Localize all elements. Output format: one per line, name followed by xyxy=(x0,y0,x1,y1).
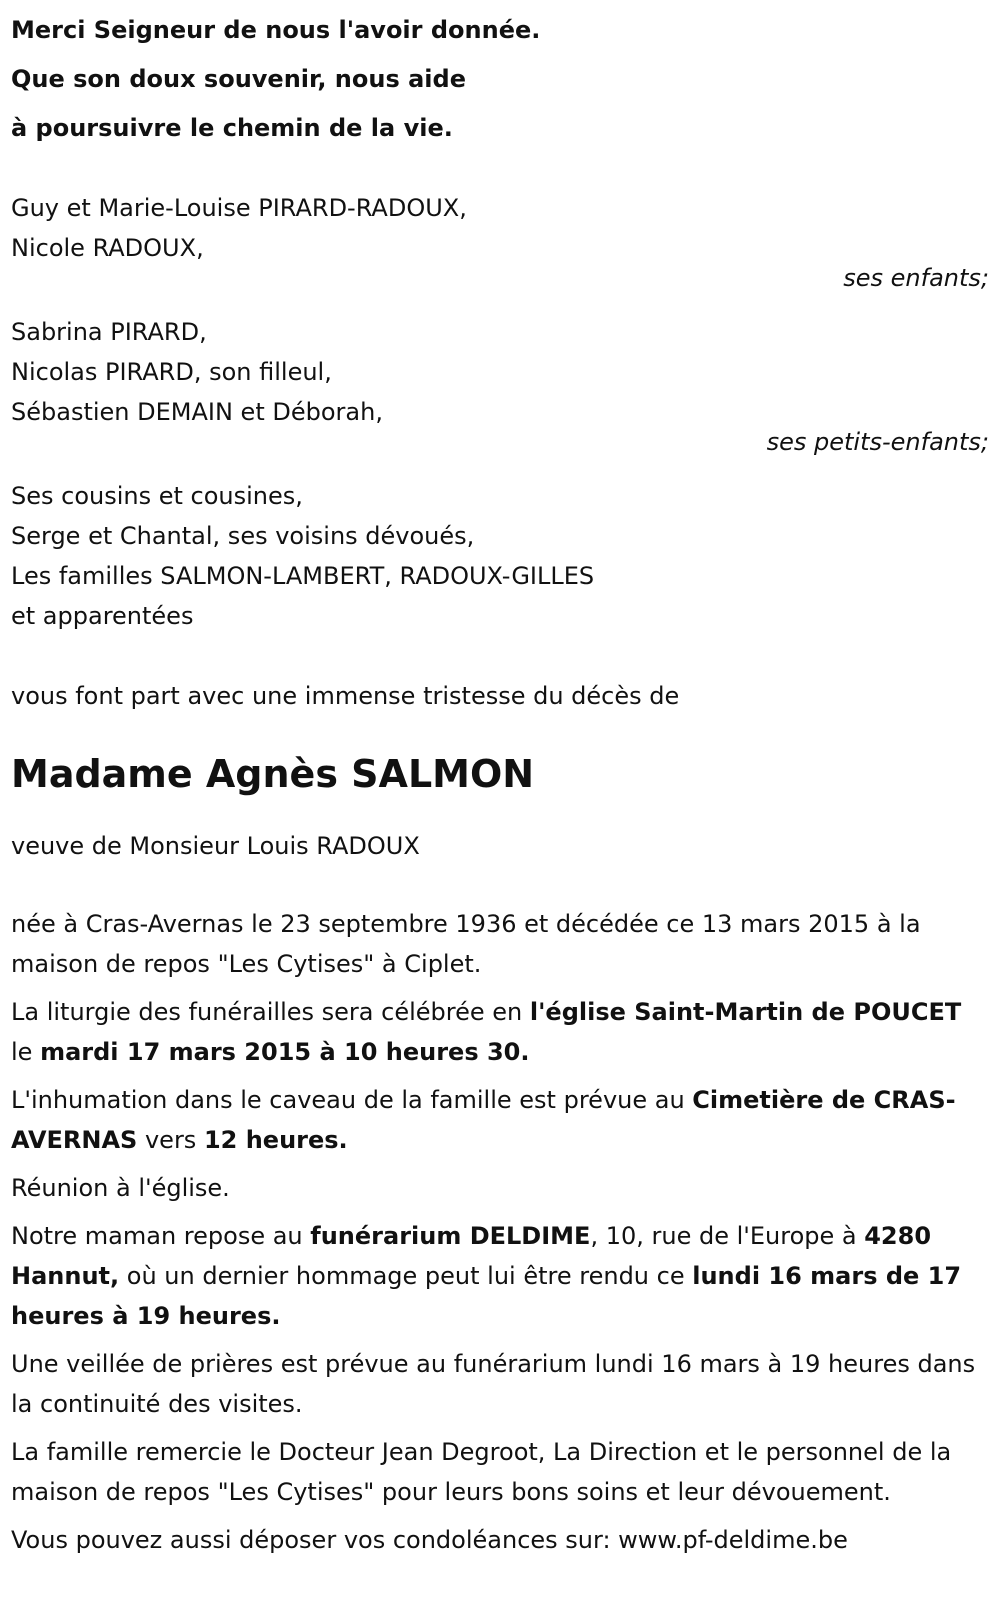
rest-text: , 10, rue de l'Europe à xyxy=(590,1222,865,1250)
intro-prayer xyxy=(11,6,989,153)
meeting-paragraph: Réunion à l'église. xyxy=(11,1174,230,1202)
birth-death-paragraph: née à Cras-Avernas le 23 septembre 1936 et décédée ce 13 mars 2015 à la maison de repos "Les Cytises" à Ciplet. xyxy=(11,910,921,978)
widow-of: veuve de Monsieur Louis RADOUX xyxy=(11,832,420,860)
deceased-name: Madame Agnès SALMON xyxy=(11,752,535,796)
intro-line: à poursuivre le chemin de la vie. xyxy=(11,114,453,142)
children-group xyxy=(11,188,989,290)
vigil-paragraph: Une veillée de prières est prévue au funérarium lundi 16 mars à 19 heures dans la continuité des visites. xyxy=(11,1350,976,1418)
family-member: Serge et Chantal, ses voisins dévoués, xyxy=(11,522,475,550)
family-member: Sébastien DEMAIN et Déborah, xyxy=(11,398,383,426)
funeral-home-city: 4280 Hannut, xyxy=(11,1222,932,1290)
family-member: et apparentées xyxy=(11,602,194,630)
burial-text: vers xyxy=(137,1126,204,1154)
children-role-label: ses enfants; xyxy=(843,264,989,292)
family-member: Les familles SALMON-LAMBERT, RADOUX-GILLES xyxy=(11,562,595,590)
announcement: vous font part avec une immense tristesse du décès de xyxy=(11,682,680,710)
intro-line: Que son doux souvenir, nous aide xyxy=(11,65,466,93)
grandchildren-group xyxy=(11,312,989,454)
cemetery-name: Cimetière de CRAS-AVERNAS xyxy=(11,1086,956,1154)
family-member: Ses cousins et cousines, xyxy=(11,482,303,510)
church-name: l'église Saint-Martin de POUCET xyxy=(529,998,962,1026)
family-member: Guy et Marie-Louise PIRARD-RADOUX, xyxy=(11,194,467,222)
obituary-notice xyxy=(0,6,1000,1606)
visit-datetime: lundi 16 mars de 17 heures à 19 heures. xyxy=(11,1262,962,1330)
rest-text: Notre maman repose au xyxy=(11,1222,311,1250)
burial-time: 12 heures. xyxy=(203,1126,348,1154)
condolences-paragraph: Vous pouvez aussi déposer vos condoléances sur: www.pf-deldime.be xyxy=(11,1526,848,1554)
burial-text: L'inhumation dans le caveau de la famille est prévue au xyxy=(11,1086,693,1114)
rest-text: où un dernier hommage peut lui être rendu ce xyxy=(119,1262,693,1290)
liturgy-text: le xyxy=(11,1038,41,1066)
grandchildren-role-label: ses petits-enfants; xyxy=(766,428,989,456)
liturgy-datetime: mardi 17 mars 2015 à 10 heures 30. xyxy=(40,1038,530,1066)
family-member: Sabrina PIRARD, xyxy=(11,318,207,346)
other-family-group xyxy=(11,476,989,636)
family-member: Nicolas PIRARD, son filleul, xyxy=(11,358,332,386)
funeral-home-name: funérarium DELDIME xyxy=(310,1222,591,1250)
intro-line: Merci Seigneur de nous l'avoir donnée. xyxy=(11,16,541,44)
thanks-paragraph: La famille remercie le Docteur Jean Degroot, La Direction et le personnel de la maison de repos "Les Cytises" pour leurs bons soins et leur dévouement. xyxy=(11,1438,952,1506)
family-member: Nicole RADOUX, xyxy=(11,234,204,262)
liturgy-paragraph xyxy=(11,992,989,1072)
liturgy-text: La liturgie des funérailles sera célébrée en xyxy=(11,998,530,1026)
burial-paragraph xyxy=(11,1080,989,1160)
funeral-home-paragraph xyxy=(11,1216,989,1336)
